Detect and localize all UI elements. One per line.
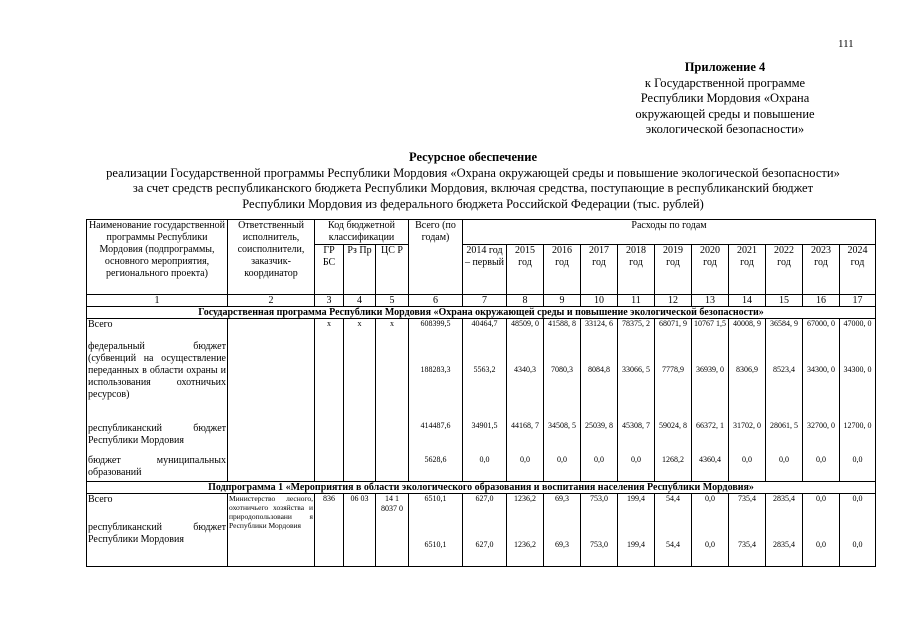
header-name: Наименование государственной программы Республики Мордовия (подпрограммы, основного мероприятия, регионального проекта) [87,220,228,295]
section2-year-col [729,494,766,567]
cell-value: 753,0 [590,540,608,549]
cell-value: 8523,4 [773,365,795,374]
cell-value: 40008, 9 [733,319,761,328]
cell-value: 627,0 [475,540,494,549]
col-number: 9 [544,295,581,307]
section2-title: Подпрограмма 1 «Мероприятия в области экологического образования и воспитания населения Республики Мордовия» [87,482,876,494]
section1-year-col [840,319,876,482]
cell-value: 0,0 [852,455,863,464]
total-value: 5628,6 [424,455,447,464]
cell-value: 8306,9 [736,365,758,374]
cell-value: 32700, 0 [807,421,835,430]
cell-value: 33124, 6 [585,319,613,328]
section1-year-col [618,319,655,482]
col-number: 4 [344,295,376,307]
appendix-block [600,60,850,138]
appendix-line: экологической безопасности» [645,122,805,136]
section2-year-col [544,494,581,567]
cell-value: 0,0 [557,455,567,464]
cell-value: 4360,4 [699,455,721,464]
cell-value: 0,0 [852,494,863,503]
section2-data-row [87,494,876,567]
col-number: 6 [409,295,463,307]
section1-rzpr: х [344,319,376,482]
cell-value: 4340,3 [514,365,536,374]
cell-value: 25039, 8 [585,421,613,430]
section1-year-col [581,319,618,482]
col-number: 14 [729,295,766,307]
cell-value: 0,0 [520,455,530,464]
section1-year-col [463,319,507,482]
header-rzpr: Рз Пр [344,245,376,295]
section2-year-col [618,494,655,567]
cell-value: 69,3 [555,540,569,549]
section2-year-col [766,494,803,567]
cell-value: 7080,3 [551,365,573,374]
header-year: 2018 год [618,245,655,295]
cell-value: 36939, 0 [696,365,724,374]
heading-line: за счет средств республиканского бюджета Республики Мордовия, включая средства, поступающие в республиканский бюджет [132,181,814,195]
col-number: 1 [87,295,228,307]
cell-value: 0,0 [816,540,826,549]
appendix-line: Республики Мордовия «Охрана [640,91,810,105]
section2-year-col [507,494,544,567]
cell-value: 0,0 [479,455,490,464]
cell-value: 7778,9 [662,365,684,374]
section-title-row [87,482,876,494]
section1-title: Государственная программа Республики Мордовия «Охрана окружающей среды и повышение экологической безопасности» [87,307,876,319]
cell-value: 10767 1,5 [694,319,726,328]
cell-value: 1236,2 [514,494,536,503]
header-year: 2020 год [692,245,729,295]
section2-grbs: 836 [315,494,344,567]
col-number: 2 [228,295,315,307]
appendix-line: к Государственной программе [644,75,806,90]
header-year: 2015 год [507,245,544,295]
row-name: Всего [88,319,113,330]
header-year: 2023 год [803,245,840,295]
cell-value: 54,4 [666,494,680,503]
header-year: 2014 год – первый [463,245,507,295]
cell-value: 66372, 1 [696,421,724,430]
header-total: Всего (по годам) [409,220,463,295]
col-number: 3 [315,295,344,307]
row-name: республиканский бюджет Республики Мордовия [88,522,226,545]
section1-names [87,319,228,482]
section2-names [87,494,228,567]
section1-total [409,319,463,482]
col-number: 17 [840,295,876,307]
section1-year-col [803,319,840,482]
section2-year-col [692,494,729,567]
cell-value: 28061, 5 [770,421,798,430]
cell-value: 44168, 7 [511,421,539,430]
section2-year-col [803,494,840,567]
header-csr: ЦС Р [376,245,409,295]
cell-value: 1236,2 [514,540,536,549]
col-number: 13 [692,295,729,307]
section2-csr: 14 1 8037 0 [376,494,409,567]
cell-value: 54,4 [666,540,680,549]
section1-year-col [729,319,766,482]
section2-year-col [581,494,618,567]
cell-value: 199,4 [627,494,645,503]
section1-data-row [87,319,876,482]
header-row-1 [87,220,876,245]
header-year: 2019 год [655,245,692,295]
cell-value: 2835,4 [773,494,795,503]
heading-title: Ресурсное обеспечение [408,150,537,164]
document-heading [80,150,866,212]
cell-value: 59024, 8 [659,421,687,430]
cell-value: 0,0 [816,494,826,503]
section2-year-col [463,494,507,567]
cell-value: 8084,8 [588,365,610,374]
cell-value: 67000, 0 [807,319,835,328]
header-executor: Ответственный исполнитель, соисполнители, заказчик-координатор [228,220,315,295]
heading-line: реализации Государственной программы Республики Мордовия «Охрана окружающей среды и повышение экологической безопасности» [106,165,840,180]
total-value: 188283,3 [420,365,451,374]
header-year: 2021 год [729,245,766,295]
cell-value: 34901,5 [471,421,498,430]
col-number: 7 [463,295,507,307]
col-number: 11 [618,295,655,307]
total-value: 608399,5 [420,319,451,328]
section1-year-col [766,319,803,482]
cell-value: 69,3 [555,494,569,503]
row-name: бюджет муниципальных образований [88,455,226,478]
cell-value: 45308, 7 [622,421,650,430]
section1-csr: х [376,319,409,482]
cell-value: 0,0 [779,455,789,464]
header-budget-code: Код бюджетной классификации [315,220,409,245]
column-number-row [87,295,876,307]
section-title-row [87,307,876,319]
header-year: 2022 год [766,245,803,295]
cell-value: 40464,7 [471,319,498,328]
row-name: республиканский бюджет Республики Мордовия [88,423,226,446]
section2-total [409,494,463,567]
section2-year-col [655,494,692,567]
cell-value: 0,0 [742,455,752,464]
section2-rzpr: 06 03 [344,494,376,567]
row-name: федеральный бюджет (субвенций на осуществление переданных в области охраны и использования охотничьих ресурсов) [88,341,226,400]
section1-executor [228,319,315,482]
col-number: 8 [507,295,544,307]
section1-year-col [655,319,692,482]
cell-value: 47000, 0 [843,319,872,328]
cell-value: 1268,2 [662,455,684,464]
row-name: Всего [88,494,113,505]
cell-value: 0,0 [594,455,604,464]
total-value: 414487,6 [420,421,451,430]
cell-value: 627,0 [475,494,494,503]
header-year: 2016 год [544,245,581,295]
col-number: 12 [655,295,692,307]
section2-year-col [840,494,876,567]
heading-line: Республики Мордовия из федерального бюджета Российской Федерации (тыс. рублей) [242,196,704,211]
col-number: 10 [581,295,618,307]
cell-value: 33066, 5 [622,365,650,374]
cell-value: 36584, 9 [770,319,798,328]
col-number: 5 [376,295,409,307]
cell-value: 735,4 [738,494,756,503]
cell-value: 199,4 [627,540,645,549]
section1-year-col [507,319,544,482]
header-grbs: ГР БС [315,245,344,295]
cell-value: 2835,4 [773,540,795,549]
header-year: 2024 год [840,245,876,295]
header-year: 2017 год [581,245,618,295]
cell-value: 48509, 0 [511,319,539,328]
cell-value: 41588, 8 [548,319,576,328]
cell-value: 0,0 [631,455,641,464]
cell-value: 0,0 [852,540,863,549]
cell-value: 34508, 5 [548,421,576,430]
appendix-line: окружающей среды и повышение [635,106,815,121]
section1-grbs: х [315,319,344,482]
cell-value: 12700, 0 [843,421,872,430]
cell-value: 31702, 0 [733,421,761,430]
cell-value: 5563,2 [473,365,496,374]
cell-value: 0,0 [705,540,715,549]
cell-value: 753,0 [590,494,608,503]
page-number: 111 [838,38,854,50]
cell-value: 68071, 9 [659,319,687,328]
cell-value: 735,4 [738,540,756,549]
total-value: 6510,1 [424,540,447,549]
section2-executor: Министерство лесного, охотничьего хозяйства и природопользовани я Республики Мордовия [228,494,315,567]
section1-year-col [544,319,581,482]
cell-value: 0,0 [705,494,715,503]
cell-value: 0,0 [816,455,826,464]
cell-value: 34300, 0 [807,365,835,374]
appendix-title: Приложение 4 [684,60,766,74]
cell-value: 34300, 0 [843,365,872,374]
total-value: 6510,1 [424,494,447,503]
col-number: 15 [766,295,803,307]
col-number: 16 [803,295,840,307]
resource-table [86,219,876,567]
cell-value: 78375, 2 [622,319,650,328]
header-expenses: Расходы по годам [463,220,876,245]
section1-year-col [692,319,729,482]
